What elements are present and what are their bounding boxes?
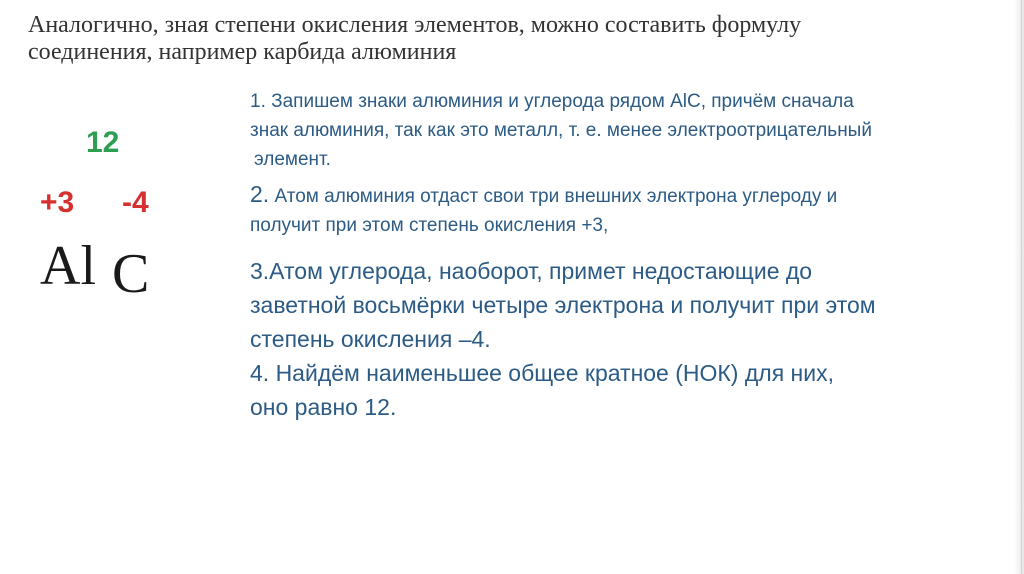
step-2 [250,180,837,240]
step-2-line-2: получит при этом степень окисления +3, [250,215,609,236]
lcm-value: 12 [86,126,120,159]
step-4 [250,356,834,424]
carbon-oxidation-state: -4 [122,186,149,219]
step-4-line-2: оно равно 12. [250,394,397,420]
step-3-line-3: степень окисления –4. [250,326,491,352]
slide-heading [28,12,1003,66]
step-2-text: Атом алюминия отдаст свои три внешних электрона углероду и [274,186,838,207]
step-1-line-1: 1. Запишем знаки алюминия и углерода рядом AlC, причём сначала [250,91,854,112]
step-1 [250,87,872,174]
step-3-line-1: 3.Атом углерода, наоборот, примет недостающие до [250,258,813,284]
aluminium-symbol: Al [40,235,96,297]
carbon-symbol: C [112,243,150,305]
page-edge [1014,0,1024,574]
step-1-line-2: знак алюминия, так как это металл, т. е. менее электроотрицательный [250,120,872,141]
step-3-line-2: заветной восьмёрки четыре электрона и получит при этом [250,292,876,318]
step-4-line-1: 4. Найдём наименьшее общее кратное (НОК) для них, [250,360,834,386]
step-2-number: 2. [250,181,270,207]
heading-line-2: соединения, например карбида алюминия [28,39,457,65]
page-edge-line [1021,0,1022,574]
heading-line-1: Аналогично, зная степени окисления элементов, можно составить формулу [28,12,802,38]
step-3 [250,254,876,356]
aluminium-oxidation-state: +3 [40,186,75,219]
step-2-line-1 [250,180,837,211]
step-1-line-3: элемент. [254,149,331,170]
